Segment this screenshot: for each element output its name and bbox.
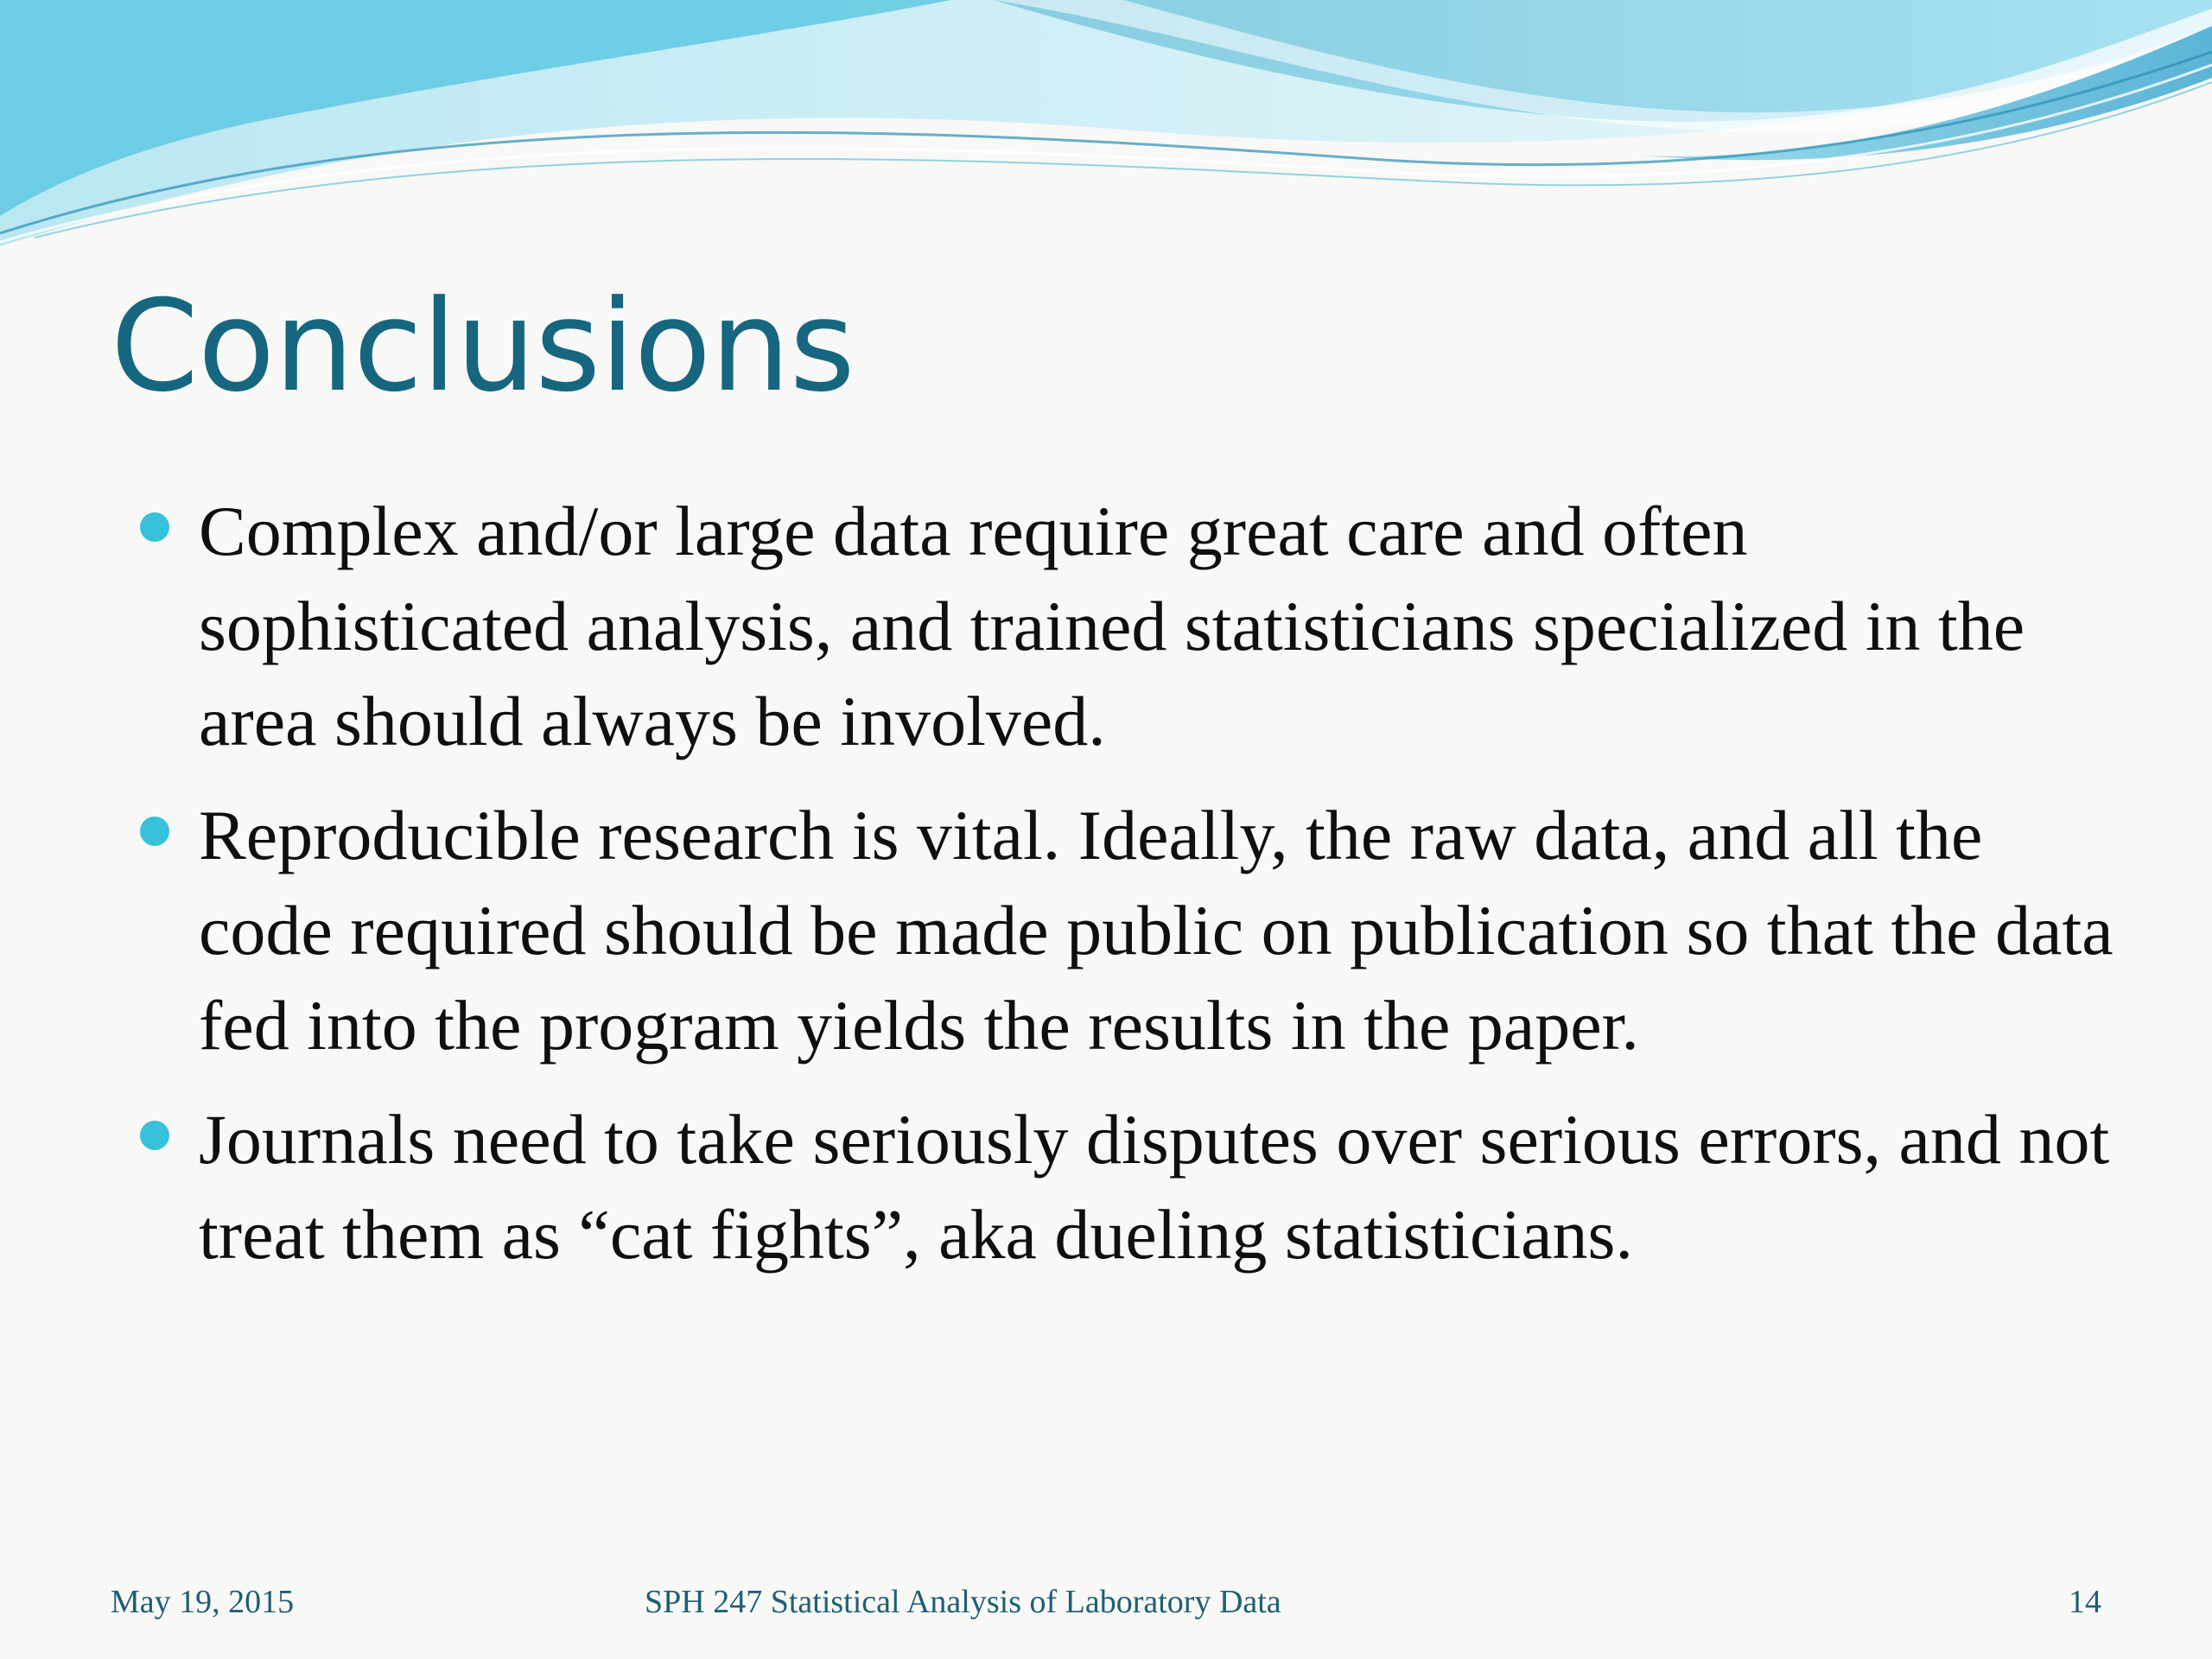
footer-page-number: 14 bbox=[2069, 1584, 2101, 1620]
footer-date: May 19, 2015 bbox=[111, 1584, 295, 1620]
bullet-list bbox=[138, 484, 2126, 1301]
bullet-text: Reproducible research is vital. Ideally, the raw data, and all the code required should be made public on publication so that the data fed into the program yields the results in the paper. bbox=[199, 796, 2113, 1065]
wave-decoration-icon bbox=[0, 0, 2212, 259]
bullet-item bbox=[138, 788, 2126, 1073]
round-bullet-dot-icon bbox=[140, 817, 169, 846]
slide-title: Conclusions bbox=[111, 273, 855, 420]
bullet-text: Complex and/or large data require great care and often sophisticated analysis, and trained statisticians specialized in the area should always be involved. bbox=[199, 492, 2025, 760]
bullet-item bbox=[138, 484, 2126, 769]
footer-course-title: SPH 247 Statistical Analysis of Laboratory Data bbox=[645, 1584, 1281, 1620]
bullet-text: Journals need to take seriously disputes over serious errors, and not treat them as “cat fights”, aka dueling statisticians. bbox=[199, 1100, 2110, 1274]
round-bullet-dot-icon bbox=[140, 1121, 169, 1150]
round-bullet-dot-icon bbox=[140, 512, 169, 542]
bullet-item bbox=[138, 1092, 2126, 1282]
